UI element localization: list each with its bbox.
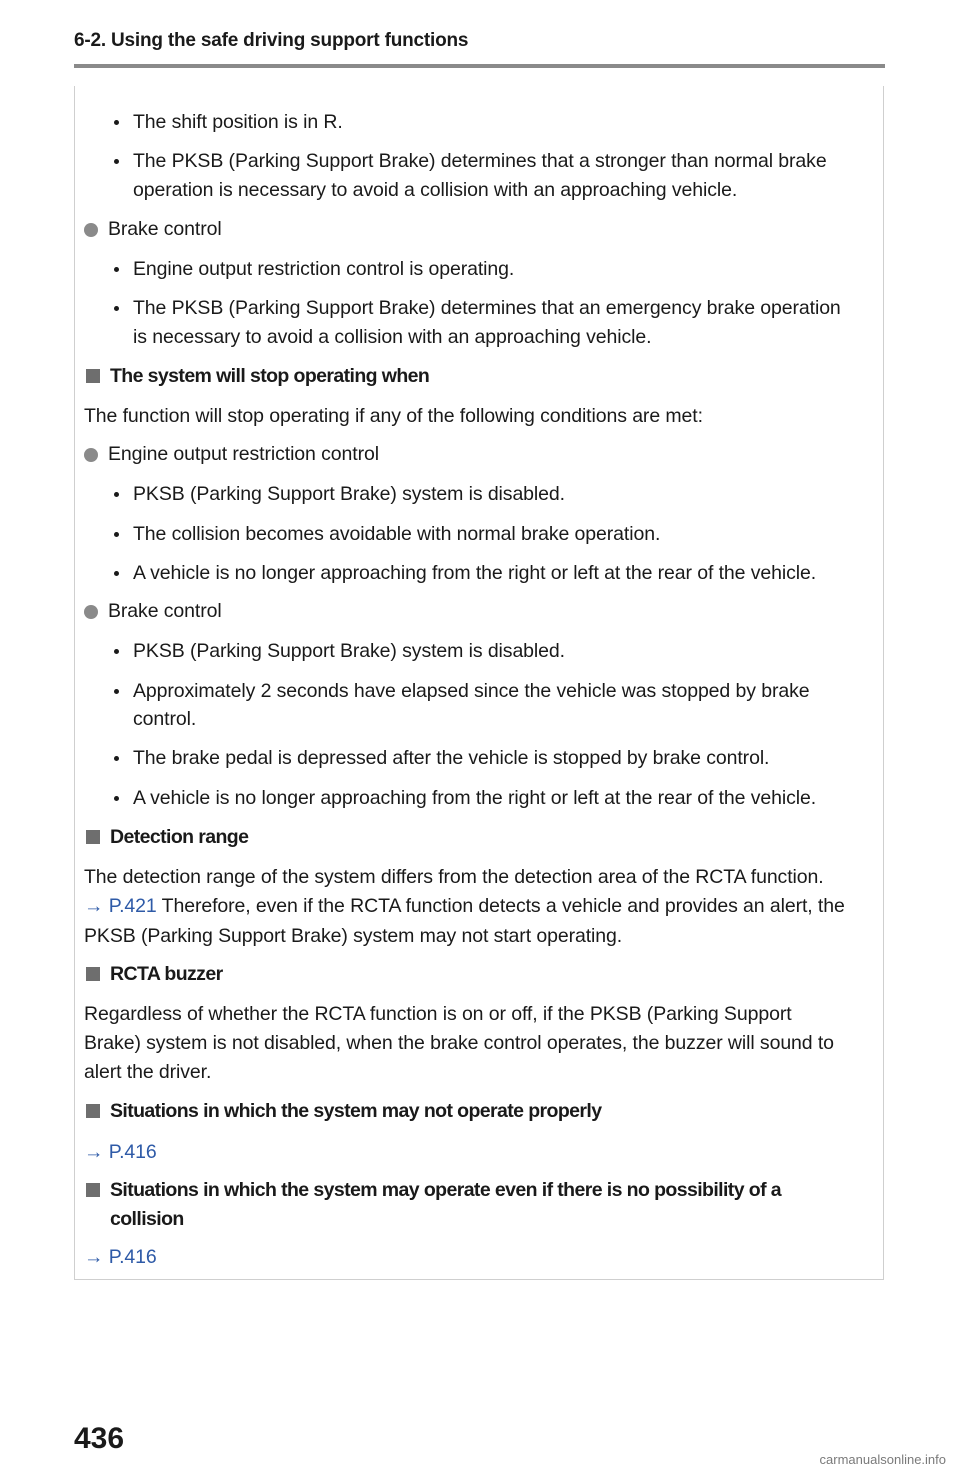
circle-bullet-icon [84, 448, 98, 462]
page-number: 436 [74, 1422, 125, 1455]
bullet-dot [114, 649, 119, 654]
paragraph-text: Regardless of whether the RCTA function is on or off, if the PKSB (Parking Support [84, 1003, 792, 1025]
bullet-text: The collision becomes avoidable with normal brake operation. [133, 523, 661, 545]
bullet-text: The PKSB (Parking Support Brake) determines that an emergency brake operation [133, 297, 841, 319]
bullet-text: Approximately 2 seconds have elapsed since the vehicle was stopped by brake [133, 680, 810, 702]
paragraph-text: PKSB (Parking Support Brake) system may not start operating. [84, 925, 623, 947]
section-square-icon [86, 1183, 100, 1197]
paragraph-text: The detection range of the system differs from the detection area of the RCTA function. [84, 866, 824, 888]
bullet-text: PKSB (Parking Support Brake) system is disabled. [133, 483, 565, 505]
section-square-icon [86, 369, 100, 383]
bullet-dot [114, 532, 119, 537]
section-heading: Detection range [110, 826, 249, 848]
circle-item-text: Engine output restriction control [108, 443, 379, 465]
bullet-text: The PKSB (Parking Support Brake) determines that a stronger than normal brake [133, 150, 827, 172]
section-title: 6-2. Using the safe driving support functions [74, 30, 469, 51]
section-square-icon [86, 830, 100, 844]
bullet-dot [114, 159, 119, 164]
paragraph-line [84, 894, 845, 918]
page-reference-link[interactable]: → P.416 [84, 1141, 157, 1163]
bullet-text-cont: control. [133, 708, 197, 730]
bullet-dot [114, 796, 119, 801]
header-divider [74, 64, 885, 68]
paragraph-text: The function will stop operating if any of the following conditions are met: [84, 405, 703, 427]
bullet-text-cont: is necessary to avoid a collision with an approaching vehicle. [133, 326, 652, 348]
bullet-dot [114, 306, 119, 311]
section-square-icon [86, 967, 100, 981]
bullet-text: The shift position is in R. [133, 111, 343, 133]
bullet-dot [114, 120, 119, 125]
section-heading: Situations in which the system may not operate properly [110, 1100, 602, 1122]
paragraph-text: Brake) system is not disabled, when the brake control operates, the buzzer will sound to [84, 1032, 834, 1054]
bullet-text: PKSB (Parking Support Brake) system is disabled. [133, 640, 565, 662]
page-reference-link[interactable]: → P.416 [84, 1246, 157, 1268]
circle-bullet-icon [84, 605, 98, 619]
section-square-icon [86, 1104, 100, 1118]
paragraph-text: alert the driver. [84, 1061, 212, 1083]
circle-item-text: Brake control [108, 600, 222, 622]
section-heading-cont: collision [110, 1208, 184, 1230]
circle-item-text: Brake control [108, 218, 222, 240]
circle-bullet-icon [84, 223, 98, 237]
bullet-dot [114, 571, 119, 576]
bullet-text: A vehicle is no longer approaching from the right or left at the rear of the vehicle. [133, 787, 817, 809]
section-heading: Situations in which the system may operate even if there is no possibility of a [110, 1179, 782, 1201]
bullet-text-cont: operation is necessary to avoid a collision with an approaching vehicle. [133, 179, 738, 201]
bullet-dot [114, 689, 119, 694]
bullet-text: Engine output restriction control is operating. [133, 258, 515, 280]
paragraph-text: Therefore, even if the RCTA function detects a vehicle and provides an alert, the [156, 895, 845, 917]
watermark-text: carmanualsonline.info [819, 1452, 946, 1467]
bullet-dot [114, 267, 119, 272]
section-heading: The system will stop operating when [110, 365, 430, 387]
bullet-text: The brake pedal is depressed after the vehicle is stopped by brake control. [133, 747, 770, 769]
section-heading: RCTA buzzer [110, 963, 223, 985]
bullet-dot [114, 756, 119, 761]
bullet-text: A vehicle is no longer approaching from the right or left at the rear of the vehicle. [133, 562, 817, 584]
bullet-dot [114, 492, 119, 497]
page-reference-link[interactable]: → P.421 [84, 895, 157, 917]
